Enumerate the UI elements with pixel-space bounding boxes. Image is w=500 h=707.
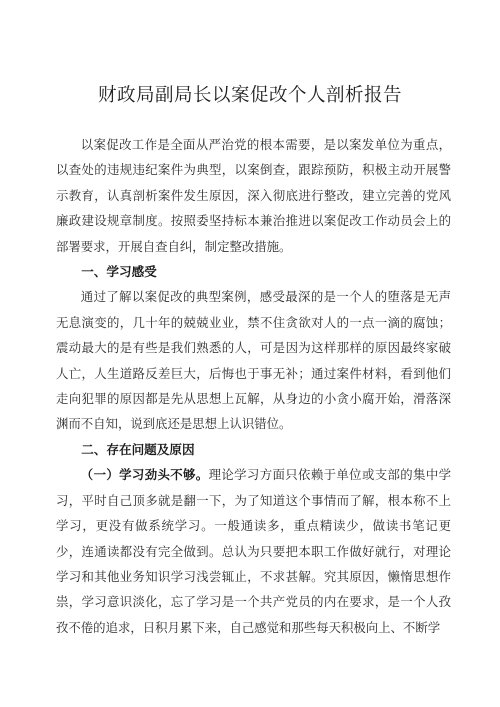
section-heading-problems: 二、存在问题及原因 bbox=[81, 441, 195, 457]
section-heading-study: 一、学习感受 bbox=[81, 264, 157, 280]
subsection-text: 理论学习方面只依赖于单位或支部的集中学习，平时自己顶多就是翻一下，为了知道这个事情而了解，根本称不上学习，更没有做系统学习。一般通读多，重点精读少，做读书笔记更少，连通读都没有完全做到。总认为只要把本职工作做好就行，对理论学习和其他业务知识学习浅尝辄止，不求甚解。究其原因，懒惰思想作祟，学习意识淡化，忘了学习是一个共产党员的内在要求，是一个人孜孜不倦的追求，日积月累下来，自己感觉和那些每天积极向上、不断学 bbox=[56, 467, 452, 635]
page-title: 财政局副局长以案促改个人剖析报告 bbox=[97, 85, 402, 106]
study-paragraph: 通过了解以案促改的典型案例，感受最深的是一个人的堕落是无声无息演变的，几十年的兢兢业业，禁不住贪欲对人的一点一滴的腐蚀；震动最大的是有些是我们熟悉的人，可是因为这样那样的原因最终家破人亡，人生道路反差巨大，后悔也于事无补；通过案件材料，看到他们走向犯罪的原因都是先从思想上瓦解，从身边的小贪小腐开始，滑落深渊而不自知，说到底还是思想上认识错位。 bbox=[56, 289, 451, 432]
problems-paragraph bbox=[56, 462, 451, 640]
document-body bbox=[56, 132, 451, 640]
subsection-lead: （一）学习劲头不够。 bbox=[80, 467, 209, 483]
intro-paragraph: 以案促改工作是全面从严治党的根本需要，是以案发单位为重点，以查处的违规违纪案件为典型，以案倒查，跟踪预防，积极主动开展警示教育，认真剖析案件发生原因，深入彻底进行整改，建立完善的党风廉政建设规章制度。按照委坚持标本兼治推进以案促改工作动员会上的部署要求，开展自查自纠，制定整改措施。 bbox=[56, 137, 451, 254]
